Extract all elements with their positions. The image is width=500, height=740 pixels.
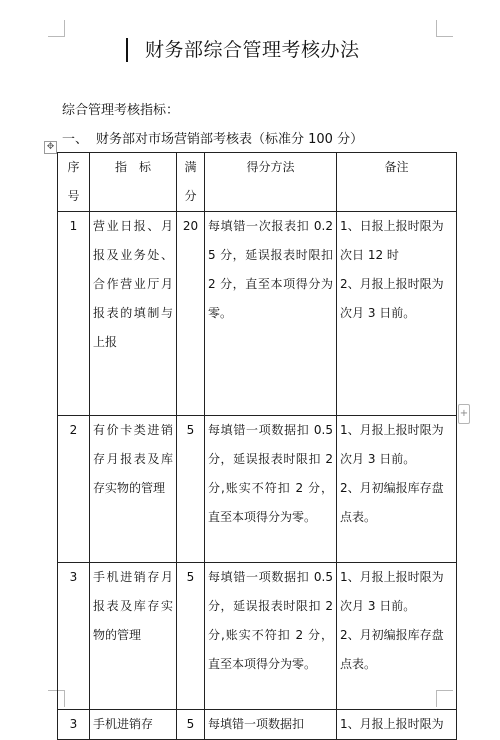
header-indicator: 指 标 [90,153,177,212]
header-remarks: 备注 [337,153,457,212]
row-method: 每填错一次报表扣 0.25 分，延误报表时限扣 2 分，直至本项得分为零。 [205,212,337,416]
document-title: 财务部综合管理考核办法 [145,39,360,61]
text-cursor [126,38,128,62]
row-full-score: 20 [177,212,205,416]
row-no: 2 [58,416,90,563]
row-method: 每填错一项数据扣 [205,710,337,740]
row-remarks: 1、月报上报时限为 [337,710,457,740]
crop-mark-top-right [436,20,453,37]
row-indicator: 有价卡类进销存月报表及库存实物的管理 [90,416,177,563]
row-indicator: 营业日报、月报及业务处、合作营业厅月报表的填制与上报 [90,212,177,416]
row-full-score: 5 [177,563,205,710]
row-indicator: 手机进销存 [90,710,177,740]
section-number: 一、 [62,132,89,147]
row-full-score: 5 [177,710,205,740]
move-cross-icon[interactable]: ✥ [44,141,57,154]
assessment-table [57,152,457,740]
table-header-row [58,153,457,212]
row-remarks: 1、月报上报时限为次月 3 日前。 2、月初编报库存盘点表。 [337,416,457,563]
row-remarks: 1、日报上报时限为次日 12 时 2、月报上报时限为次月 3 日前。 [337,212,457,416]
row-no: 1 [58,212,90,416]
row-remarks: 1、月报上报时限为次月 3 日前。 2、月初编报库存盘点表。 [337,563,457,710]
row-no: 3 [58,563,90,710]
row-method: 每填错一项数据扣 0.5 分，延误报表时限扣 2 分,账实不符扣 2 分，直至本项得分为零。 [205,416,337,563]
plus-icon[interactable]: + [458,404,470,424]
section-text: 财务部对市场营销部考核表（标准分 100 分） [96,132,364,147]
crop-mark-top-left [48,20,65,37]
section-heading [62,128,363,147]
row-full-score: 5 [177,416,205,563]
header-no: 序号 [58,153,90,212]
table-row [58,212,457,416]
row-method: 每填错一项数据扣 0.5 分，延误报表时限扣 2 分,账实不符扣 2 分，直至本项得分为零。 [205,563,337,710]
table-row [58,710,457,740]
table-row [58,563,457,710]
row-no: 3 [58,710,90,740]
header-method: 得分方法 [205,153,337,212]
table-row [58,416,457,563]
section-intro: 综合管理考核指标： [62,103,180,118]
header-full-score: 满分 [177,153,205,212]
row-indicator: 手机进销存月报表及库存实物的管理 [90,563,177,710]
